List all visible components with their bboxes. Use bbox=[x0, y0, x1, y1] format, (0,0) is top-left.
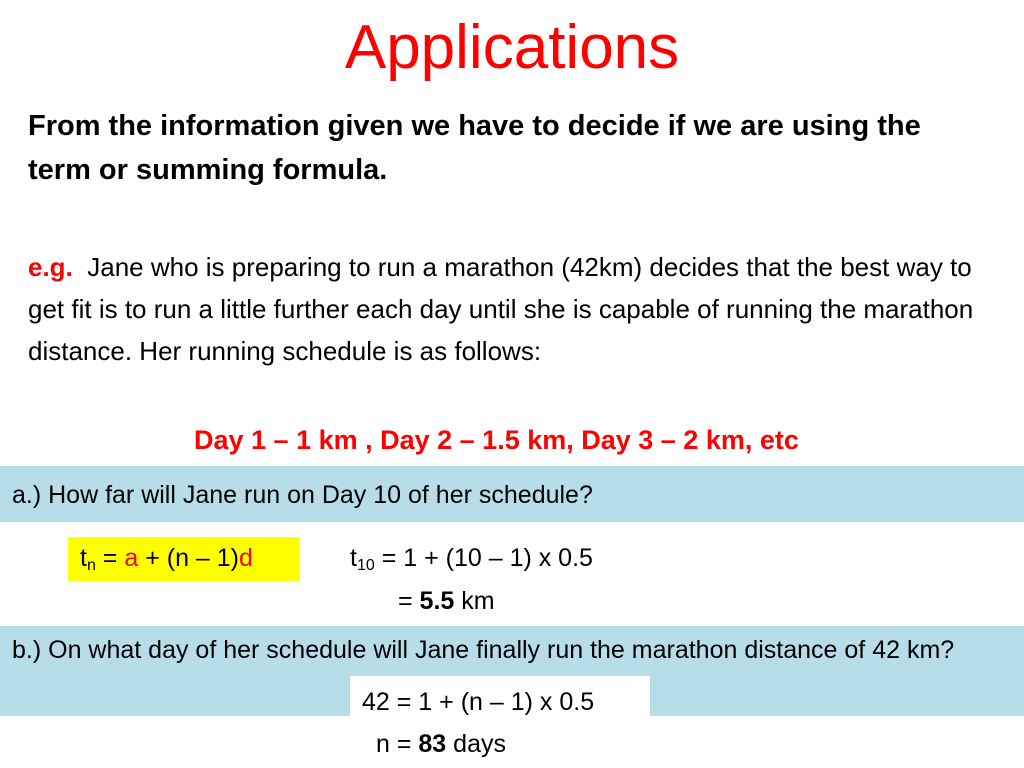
answer-b-prefix: n = bbox=[376, 730, 419, 758]
day10-calculation bbox=[350, 540, 593, 584]
formula-t: t bbox=[80, 544, 87, 572]
example-text: Jane who is preparing to run a marathon (42km) decides that the best way to get fit is to run a little further each day until she is capable of running the marathon distance. Her running schedule is as follows: bbox=[28, 252, 974, 366]
question-a-text: a.) How far will Jane run on Day 10 of her schedule? bbox=[12, 481, 593, 509]
formula-n-subscript: n bbox=[86, 557, 96, 574]
calc-subscript: 10 bbox=[356, 557, 375, 574]
answer-a-value: 5.5 bbox=[419, 587, 455, 615]
answer-a-unit: km bbox=[454, 587, 495, 615]
formula-a: a bbox=[124, 544, 139, 572]
answer-a bbox=[398, 583, 495, 619]
answer-a-prefix: = bbox=[398, 587, 420, 615]
answer-b-unit: days bbox=[446, 730, 506, 758]
calc-rest: = 1 + (10 – 1) x 0.5 bbox=[374, 544, 593, 572]
answer-b-value: 83 bbox=[418, 730, 447, 758]
formula-middle: + (n – 1) bbox=[138, 544, 240, 572]
example-paragraph bbox=[28, 246, 1008, 372]
answer-b bbox=[376, 726, 506, 762]
term-formula bbox=[80, 540, 253, 584]
calc-t: t bbox=[350, 544, 357, 572]
running-schedule: Day 1 – 1 km , Day 2 – 1.5 km, Day 3 – 2 km, etc bbox=[194, 425, 799, 455]
question-b-text: b.) On what day of her schedule will Jane finally run the marathon distance of 42 km? bbox=[12, 636, 955, 664]
formula-equals: = bbox=[95, 544, 125, 572]
slide-title: Applications bbox=[344, 13, 680, 82]
intro-text: From the information given we have to decide if we are using the term or summing formula. bbox=[28, 110, 921, 186]
question-b-equation: 42 = 1 + (n – 1) x 0.5 bbox=[362, 688, 595, 716]
formula-d: d bbox=[239, 544, 253, 572]
example-label: e.g. bbox=[28, 252, 73, 282]
